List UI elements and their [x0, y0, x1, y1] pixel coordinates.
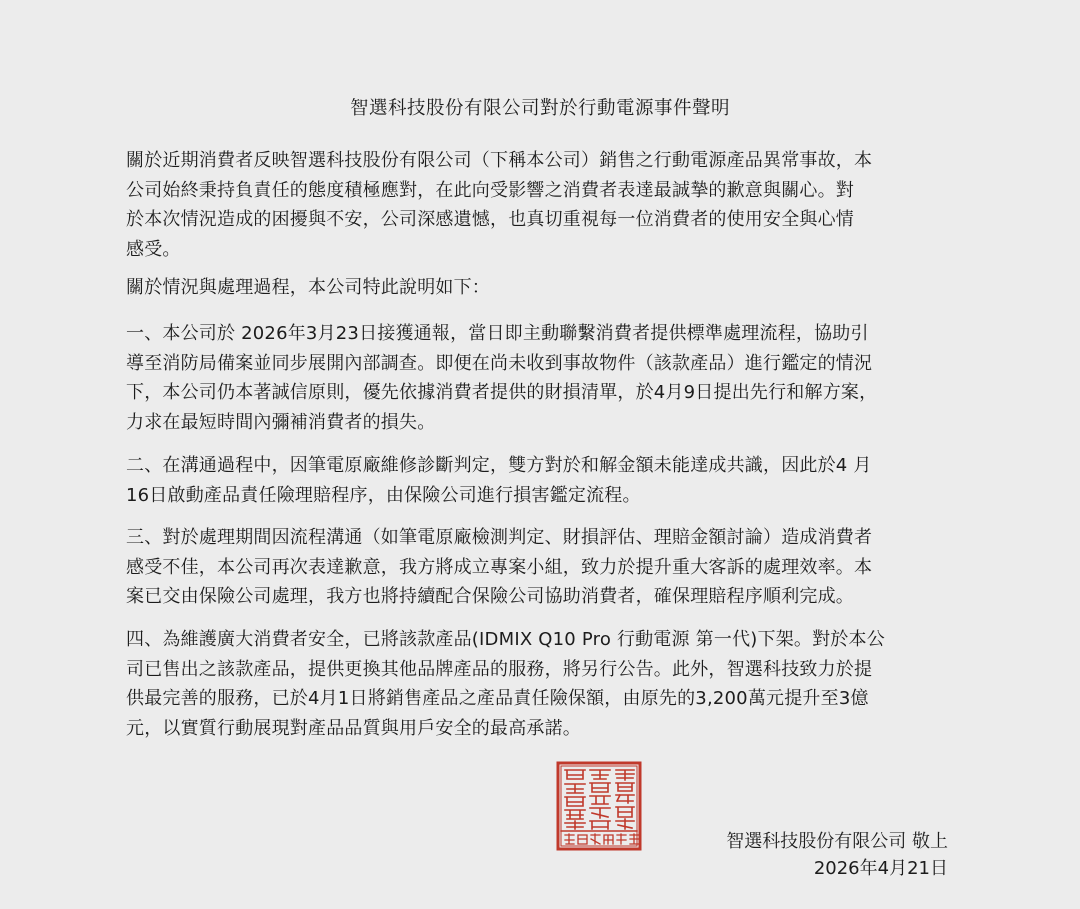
text-line: 關於近期消費者反映智選科技股份有限公司（下稱本公司）銷售之行動電源產品異常事故，本 [126, 150, 873, 171]
text-line: 關於情況與處理過程，本公司特此說明如下： [126, 277, 490, 298]
text-line: 司已售出之該款產品，提供更換其他品牌產品的服務，將另行公告。此外，智選科技致力於提 [126, 658, 873, 680]
text-line: 公司始終秉持負責任的態度積極應對，在此向受影響之消費者表達最誠摯的歉意與關心。對 [126, 179, 854, 201]
document-title: 智選科技股份有限公司對於行動電源事件聲明 [349, 98, 730, 119]
paragraph-item-3 [126, 523, 956, 612]
signature-date: 2026年4月21日 [813, 858, 948, 879]
text-line: 二、在溝通過程中，因筆電原廠維修診斷判定，雙方對於和解金額未能達成共識，因此於4 月 [126, 455, 872, 476]
paragraph-intro [126, 146, 956, 264]
text-line: 下，本公司仍本著誠信原則，優先依據消費者提供的財損清單，於4月9日提出先行和解方案， [126, 382, 878, 403]
signature-company: 智選科技股份有限公司 敬上 [726, 831, 948, 852]
text-line: 四、為維護廣大消費者安全，已將該款產品(IDMIX Q10 Pro 行動電源 第一代)下架。對於本公 [126, 629, 885, 650]
text-line: 三、對於處理期間因流程溝通（如筆電原廠檢測判定、財損評估、理賠金額討論）造成消費者 [126, 527, 873, 548]
paragraph-item-2 [126, 451, 956, 510]
text-line: 於本次情況造成的困擾與不安，公司深感遺憾，也真切重視每一位消費者的使用安全與心情 [126, 209, 854, 230]
text-line: 案已交由保險公司處理，我方也將持續配合保險公司協助消費者，確保理賠程序順利完成。 [126, 586, 854, 607]
text-line: 一、本公司於 2026年3月23日接獲通報，當日即主動聯繫消費者提供標準處理流程，協助引 [126, 323, 869, 344]
company-seal-icon [556, 761, 642, 851]
text-line: 力求在最短時間內彌補消費者的損失。 [126, 411, 436, 433]
text-line: 供最完善的服務，已於4月1日將銷售產品之產品責任險保額，由原先的3,200萬元提升至3億 [126, 688, 869, 709]
text-line: 導至消防局備案並同步展開內部調查。即便在尚未收到事故物件（該款產品）進行鑑定的情況 [126, 352, 873, 374]
text-line: 元，以實質行動展現對產品品質與用戶安全的最高承諾。 [126, 717, 581, 739]
paragraph-item-4 [126, 625, 956, 743]
paragraph-overview [126, 273, 956, 303]
text-line: 感受不佳，本公司再次表達歉意，我方將成立專案小組，致力於提升重大客訴的處理效率。本 [126, 556, 873, 578]
paragraph-item-1 [126, 319, 956, 437]
text-line: 感受。 [126, 238, 181, 260]
text-line: 16日啟動產品責任險理賠程序，由保險公司進行損害鑑定流程。 [126, 484, 641, 506]
